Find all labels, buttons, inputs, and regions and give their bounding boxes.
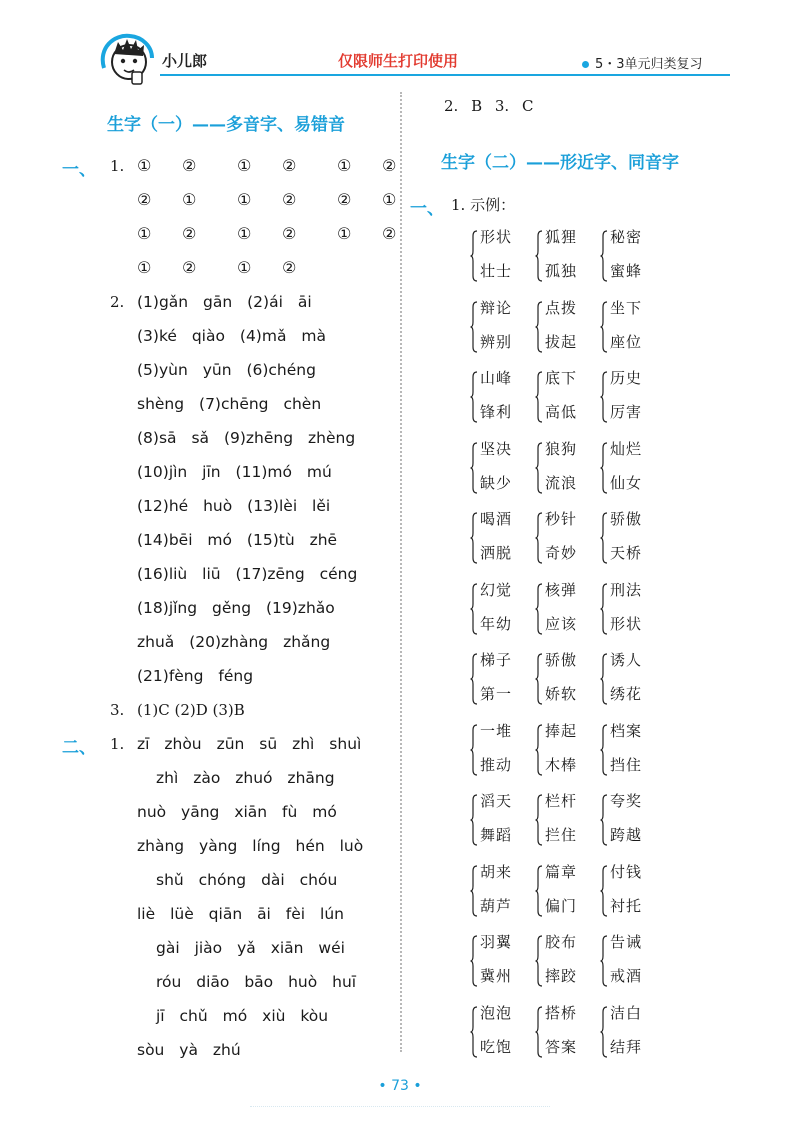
pair-word-bottom: 吃饱 [480, 1037, 513, 1056]
circle-answer: ② [282, 258, 297, 277]
pair-word-bottom: 座位 [610, 332, 643, 351]
pair-word-bottom: 绣花 [610, 685, 643, 703]
section-title-left: 生字（一）——多音字、易错音 [107, 115, 345, 135]
pair-word-top: 骄傲 [610, 510, 643, 528]
circle-answer: ① [137, 156, 152, 175]
q2-line: (21)fèng féng [137, 667, 254, 685]
pair-word-top: 档案 [610, 721, 643, 740]
brace-icon [470, 1006, 478, 1058]
circle-answer: ① [337, 156, 352, 175]
word-pair [600, 581, 660, 641]
circle-answer: ② [282, 156, 297, 175]
word-pair [470, 510, 530, 570]
word-pair [535, 792, 595, 852]
pair-word-bottom: 壮士 [480, 262, 513, 280]
pair-word-bottom: 葫芦 [480, 896, 513, 915]
pair-word-top: 篇章 [545, 862, 578, 881]
pair-word-bottom: 跨越 [610, 826, 643, 844]
word-pair [600, 1004, 660, 1064]
brace-icon [535, 1006, 543, 1058]
pair-word-top: 洁白 [610, 1003, 643, 1022]
pair-word-top: 捧起 [545, 721, 578, 740]
brace-icon [535, 724, 543, 776]
brace-icon [470, 512, 478, 564]
brace-icon [535, 935, 543, 987]
pair-word-bottom: 娇软 [545, 685, 578, 703]
brace-icon [535, 865, 543, 917]
pair-word-top: 告诫 [610, 933, 643, 951]
circle-answer: ① [237, 224, 252, 243]
pair-word-bottom: 摔跤 [545, 967, 578, 985]
pair-word-top: 刑法 [610, 580, 643, 599]
brace-icon [470, 865, 478, 917]
pair-word-bottom: 天桥 [610, 544, 643, 562]
mascot-boy-icon [96, 28, 158, 90]
word-pair [470, 722, 530, 782]
pair-word-top: 秘密 [610, 228, 643, 246]
circle-answer: ② [182, 258, 197, 277]
brace-icon [470, 724, 478, 776]
word-pair [535, 369, 595, 429]
pair-word-top: 胶布 [545, 933, 578, 951]
pair-word-top: 坐下 [610, 298, 643, 317]
pair-word-bottom: 辨别 [480, 332, 513, 351]
pair-word-bottom: 结拜 [610, 1037, 643, 1056]
word-pair [600, 651, 660, 711]
word-pair [600, 792, 660, 852]
brace-icon [600, 512, 608, 564]
word-pair [600, 299, 660, 359]
circle-answer: ② [337, 190, 352, 209]
pair-word-bottom: 流浪 [545, 473, 578, 492]
pinyin-line: liè lüè qiān āi fèi lún [137, 905, 344, 923]
word-pair [600, 510, 660, 570]
q2-line: zhuǎ (20)zhàng zhǎng [137, 633, 331, 651]
pair-word-top: 形状 [480, 228, 513, 246]
circle-answer: ② [382, 224, 397, 243]
q1-example-label: 1. 示例： [451, 196, 516, 214]
q2-line: (8)sā sǎ (9)zhēng zhèng [137, 429, 356, 447]
word-pair [600, 369, 660, 429]
word-pair [470, 228, 530, 288]
circle-answer: ② [137, 190, 152, 209]
circle-answer: ② [182, 224, 197, 243]
brace-icon [470, 230, 478, 282]
circle-answer: ② [282, 190, 297, 209]
circle-answer: ① [137, 224, 152, 243]
circle-answer: ② [282, 224, 297, 243]
section-one-marker-right: 一、 [410, 199, 444, 219]
brace-icon [600, 230, 608, 282]
word-pair [535, 933, 595, 993]
brace-icon [600, 371, 608, 423]
word-pair [535, 651, 595, 711]
bullet-dot-icon [582, 61, 589, 68]
pair-word-top: 泡泡 [480, 1003, 513, 1022]
word-pair [600, 722, 660, 782]
word-pair [535, 722, 595, 782]
pinyin-line: róu diāo bāo huò huī [156, 973, 357, 991]
brace-icon [535, 371, 543, 423]
circle-answer: ① [182, 190, 197, 209]
brace-icon [600, 301, 608, 353]
pair-word-bottom: 拔起 [545, 332, 578, 351]
circle-answer: ② [382, 156, 397, 175]
q2-line: (1)gǎn gān (2)ái āi [137, 293, 312, 311]
pinyin-line: zī zhòu zūn sū zhì shuì [137, 735, 362, 753]
word-pair [470, 369, 530, 429]
circle-row-3 [137, 224, 427, 244]
restriction-notice: 仅限师生打印使用 [338, 52, 459, 70]
pair-word-bottom: 戒酒 [610, 967, 643, 985]
circle-answer: ② [182, 156, 197, 175]
pair-word-bottom: 衬托 [610, 896, 643, 915]
brace-icon [600, 794, 608, 846]
pair-word-top: 幻觉 [480, 580, 513, 599]
section-title-right: 生字（二）——形近字、同音字 [441, 153, 679, 173]
pinyin-line: sòu yà zhú [137, 1041, 241, 1059]
pair-word-top: 喝酒 [480, 510, 513, 528]
pair-word-top: 底下 [545, 369, 578, 387]
word-pair [535, 510, 595, 570]
brace-icon [470, 935, 478, 987]
brace-icon [535, 512, 543, 564]
prev-answers: 2. B 3. C [444, 97, 534, 115]
pinyin-line: jī chǔ mó xiù kòu [156, 1007, 329, 1025]
brace-icon [470, 653, 478, 705]
pair-word-bottom: 第一 [480, 685, 513, 703]
word-pair [535, 863, 595, 923]
pair-word-top: 夸奖 [610, 792, 643, 810]
header-rule [160, 74, 730, 76]
word-pair [470, 581, 530, 641]
q2-line: shèng (7)chēng chèn [137, 395, 322, 413]
q2-line: (18)jǐng gěng (19)zhǎo [137, 599, 335, 617]
pair-word-top: 狐狸 [545, 228, 578, 246]
word-pair [535, 1004, 595, 1064]
brace-icon [600, 583, 608, 635]
word-pair [470, 933, 530, 993]
footer-faint-text [250, 1106, 550, 1113]
word-pair [535, 299, 595, 359]
brace-icon [535, 442, 543, 494]
circle-answer: ① [237, 190, 252, 209]
pair-word-bottom: 高低 [545, 403, 578, 421]
q2-line: (10)jìn jīn (11)mó mú [137, 463, 332, 481]
word-pair [470, 651, 530, 711]
word-pair [535, 440, 595, 500]
circle-answer: ① [137, 258, 152, 277]
pair-word-top: 山峰 [480, 369, 513, 387]
series-title-text: 5・3单元归类复习 [595, 57, 703, 72]
brace-icon [535, 230, 543, 282]
brace-icon [600, 1006, 608, 1058]
brace-icon [600, 935, 608, 987]
pair-word-bottom: 锋利 [480, 403, 513, 421]
pair-word-top: 一堆 [480, 721, 513, 740]
pair-word-bottom: 应该 [545, 614, 578, 633]
pair-word-top: 诱人 [610, 651, 643, 669]
brace-icon [600, 724, 608, 776]
series-title [582, 53, 703, 72]
brand-name: 小儿郎 [162, 52, 208, 70]
q2-line: (16)liù liū (17)zēng céng [137, 565, 358, 583]
circle-answer: ① [382, 190, 397, 209]
pinyin-line: nuò yāng xiān fù mó [137, 803, 337, 821]
brace-icon [470, 371, 478, 423]
word-pair [470, 792, 530, 852]
word-pair [470, 440, 530, 500]
circle-row-2 [137, 190, 427, 210]
q2-line: (3)ké qiào (4)mǎ mà [137, 327, 326, 345]
pair-word-top: 付钱 [610, 862, 643, 881]
pair-word-bottom: 推动 [480, 755, 513, 774]
two-q1-number: 1. [110, 735, 125, 753]
brace-icon [535, 653, 543, 705]
q2-number: 2. [110, 293, 125, 311]
q2-line: (5)yùn yūn (6)chéng [137, 361, 316, 379]
pair-word-bottom: 仙女 [610, 473, 643, 492]
word-pair [600, 228, 660, 288]
q1-number: 1. [110, 157, 125, 175]
brace-icon [535, 583, 543, 635]
circle-row-1 [137, 156, 427, 176]
pair-word-bottom: 形状 [610, 614, 643, 633]
pair-word-bottom: 蜜蜂 [610, 262, 643, 280]
pair-word-top: 搭桥 [545, 1003, 578, 1022]
pair-word-bottom: 挡住 [610, 755, 643, 774]
q2-line: (14)bēi mó (15)tù zhē [137, 531, 338, 549]
pair-word-bottom: 冀州 [480, 967, 513, 985]
pinyin-line: shǔ chóng dài chóu [156, 871, 338, 889]
circle-answer: ① [237, 156, 252, 175]
pair-word-top: 核弹 [545, 580, 578, 599]
brace-icon [470, 794, 478, 846]
brace-icon [535, 301, 543, 353]
pair-word-bottom: 拦住 [545, 826, 578, 844]
pair-word-top: 胡来 [480, 862, 513, 881]
word-pair [600, 440, 660, 500]
section-one-marker: 一、 [62, 160, 96, 180]
pair-word-top: 秒针 [545, 510, 578, 528]
word-pair [600, 863, 660, 923]
brace-icon [535, 794, 543, 846]
brace-icon [600, 442, 608, 494]
pair-word-bottom: 舞蹈 [480, 826, 513, 844]
pair-word-top: 梯子 [480, 651, 513, 669]
word-pair [470, 863, 530, 923]
pair-word-bottom: 年幼 [480, 614, 513, 633]
word-pair [535, 581, 595, 641]
page-header [0, 0, 800, 90]
pair-word-top: 栏杆 [545, 792, 578, 810]
pinyin-line: gài jiào yǎ xiān wéi [156, 939, 345, 957]
word-pair [470, 299, 530, 359]
pair-word-top: 坚决 [480, 439, 513, 458]
brace-icon [600, 653, 608, 705]
brace-icon [600, 865, 608, 917]
pair-word-bottom: 洒脱 [480, 544, 513, 562]
circle-answer: ① [237, 258, 252, 277]
page-number: • 73 • [378, 1078, 422, 1094]
brace-icon [470, 442, 478, 494]
pair-word-bottom: 答案 [545, 1037, 578, 1056]
circle-answer: ① [337, 224, 352, 243]
pair-word-top: 历史 [610, 369, 643, 387]
pair-word-bottom: 木棒 [545, 755, 578, 774]
pair-word-top: 辩论 [480, 298, 513, 317]
pair-word-bottom: 奇妙 [545, 544, 578, 562]
q2-line: (12)hé huò (13)lèi lěi [137, 497, 331, 515]
pair-word-top: 灿烂 [610, 439, 643, 458]
pair-word-bottom: 孤独 [545, 262, 578, 280]
section-two-marker: 二、 [62, 738, 96, 758]
pair-word-top: 羽翼 [480, 933, 513, 951]
brace-icon [470, 583, 478, 635]
pair-word-bottom: 缺少 [480, 473, 513, 492]
q3-answer: (1)C (2)D (3)B [137, 701, 245, 719]
pair-word-top: 滔天 [480, 792, 513, 810]
pinyin-line: zhàng yàng líng hén luò [137, 837, 364, 855]
pair-word-top: 点拨 [545, 298, 578, 317]
pair-word-top: 狼狗 [545, 439, 578, 458]
circle-row-4 [137, 258, 327, 278]
brace-icon [470, 301, 478, 353]
pinyin-line: zhì zào zhuó zhāng [156, 769, 335, 787]
word-pair [470, 1004, 530, 1064]
word-pair [600, 933, 660, 993]
q3-number: 3. [110, 701, 125, 719]
pair-word-top: 骄傲 [545, 651, 578, 669]
pair-word-bottom: 厉害 [610, 403, 643, 421]
word-pair [535, 228, 595, 288]
pair-word-bottom: 偏门 [545, 896, 578, 915]
